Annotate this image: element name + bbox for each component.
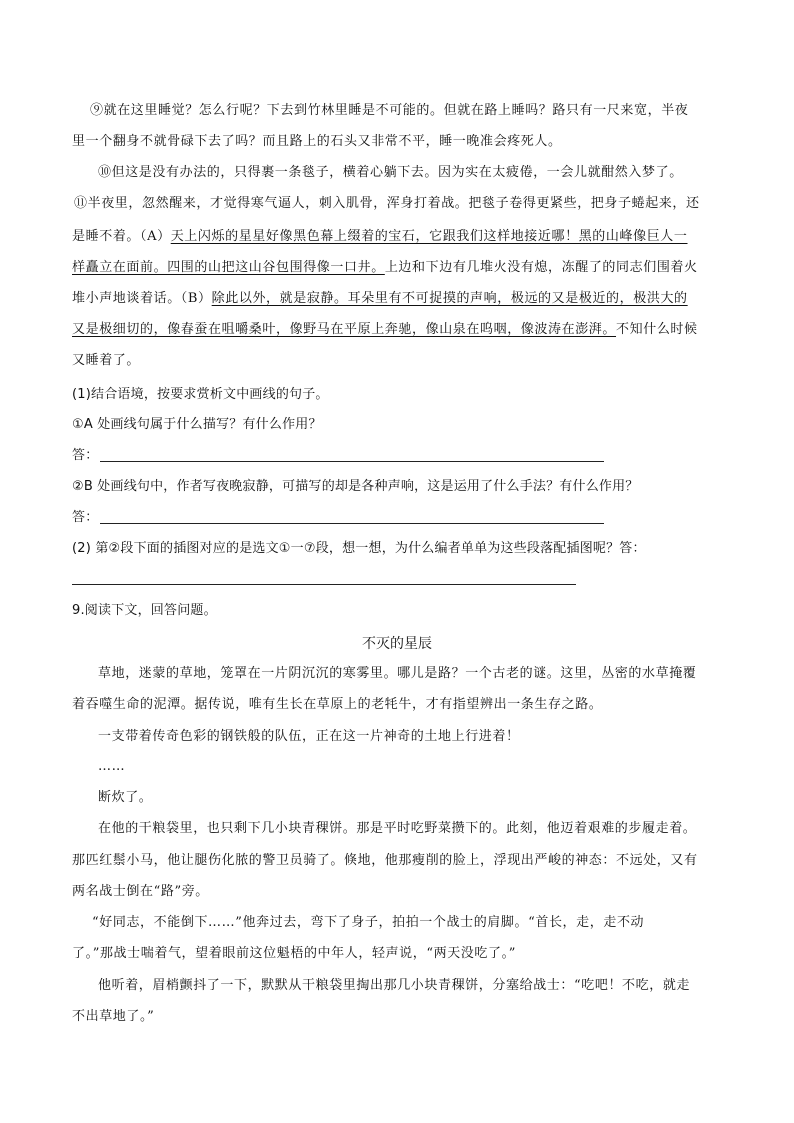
underlined-sentence-a-cont: 样矗立在面前。四围的山把这山谷包围得像一口井。 — [72, 260, 385, 275]
underlined-sentence-b: 除此以外，就是寂静。耳朵里有不可捉摸的声响，极远的又是极近的，极洪大的 — [211, 291, 688, 306]
question-2: (2) 第②段下面的插图对应的是选文①一⑦段，想一想，为什么编者单单为这些段落配插图呢？答： — [72, 541, 646, 556]
paragraph-11-line-2 — [72, 227, 688, 247]
passage-2-para-2: 一支带着传奇色彩的钢铁般的队伍，正在这一片神奇的土地上行进着！ — [98, 729, 520, 744]
passage-2-para-1-line-2: 着吞噬生命的泥潭。据传说，唯有生长在草原上的老牦牛，才有指望辨出一条生存之路。 — [72, 697, 603, 712]
paragraph-11-line-6: 又睡着了。 — [72, 353, 141, 368]
paragraph-11-text: 不知什么时候 — [616, 322, 698, 337]
passage-2-ellipsis: …… — [98, 759, 126, 774]
passage-2-para-3: 断炊了。 — [98, 790, 153, 805]
answer-blank-3[interactable] — [72, 584, 576, 585]
passage-2-para-6-line-2: 不出草地了。” — [72, 1009, 155, 1024]
answer-label-1: 答： — [72, 448, 99, 463]
paragraph-11-text: 堆小声地谈着话。（B） — [72, 291, 212, 306]
paragraph-11-text: 是睡不着。（A） — [72, 229, 171, 244]
passage-2-para-4-line-3: 两名战士倒在“路”旁。 — [72, 884, 209, 899]
passage-2-para-1-line-1: 草地，迷蒙的草地，笼罩在一片阴沉沉的寒雾里。哪儿是路？一个古老的谜。这里，丛密的水草掩覆 — [98, 666, 697, 681]
paragraph-11-line-3 — [72, 258, 698, 278]
answer-label-2: 答： — [72, 510, 99, 525]
passage-2-para-5-line-1: “好同志，不能倒下……”他奔过去，弯下了身子，拍拍一个战士的肩脚。“首长，走，走不动 — [92, 915, 645, 930]
passage-2-para-6-line-1: 他听着，眉梢颤抖了一下，默默从干粮袋里掏出那几小块青稞饼，分塞给战士：“吃吧！不吃，就走 — [98, 978, 691, 993]
paragraph-9-line-1: ⑨就在这里睡觉？怎么行呢？下去到竹林里睡是不可能的。但就在路上睡吗？路只有一尺来宽，半夜 — [90, 103, 689, 118]
question-1b: ②B 处画线句中，作者写夜晚寂静，可描写的却是各种声响，这是运用了什么手法？有什么作用？ — [72, 479, 639, 494]
paragraph-11-line-5 — [72, 320, 698, 340]
passage-title: 不灭的星辰 — [362, 636, 432, 652]
question-1a: ①A 处画线句属于什么描写？有什么作用？ — [72, 417, 322, 432]
paragraph-9-line-2: 里一个翻身不就骨碌下去了吗？而且路上的石头又非常不平，睡一晚准会疼死人。 — [72, 134, 562, 149]
underlined-sentence-a: 天上闪烁的星星好像黑色幕上缀着的宝石，它跟我们这样地接近哪！黑的山峰像巨人一 — [170, 229, 688, 244]
passage-2-para-4-line-2: 那匹红鬃小马，他让腿伤化脓的警卫员骑了。倏地，他那瘦削的脸上，浮现出严峻的神态：不远处，又有 — [72, 853, 698, 868]
paragraph-11-line-1: ⑪半夜里，忽然醒来，才觉得寒气逼人，刺入肌骨，浑身打着战。把毯子卷得更紧些，把身子蜷起来，还 — [74, 196, 700, 211]
answer-blank-1[interactable] — [100, 461, 604, 462]
passage-2-para-4-line-1: 在他的干粮袋里，也只剩下几小块青稞饼。那是平时吃野菜攒下的。此刻，他迈着艰难的步履走着。 — [98, 821, 697, 836]
paragraph-11-text: 上边和下边有几堆火没有熄，冻醒了的同志们围着火 — [384, 260, 698, 275]
paragraph-10-line-1: ⑩但这是没有办法的，只得裹一条毯子，横着心躺下去。因为实在太疲倦，一会儿就酣然入梦了。 — [98, 165, 683, 180]
paragraph-11-line-4 — [72, 289, 688, 309]
question-9-prompt: 9.阅读下文，回答问题。 — [72, 603, 217, 618]
answer-blank-2[interactable] — [100, 523, 604, 524]
question-1: (1)结合语境，按要求赏析文中画线的句子。 — [72, 387, 329, 402]
passage-2-para-5-line-2: 了。”那战士喘着气，望着眼前这位魁梧的中年人，轻声说，“两天没吃了。” — [72, 946, 516, 961]
underlined-sentence-b-cont: 又是极细切的，像春蚕在咀嚼桑叶，像野马在平原上奔驰，像山泉在呜咽，像波涛在澎湃。 — [72, 322, 617, 337]
